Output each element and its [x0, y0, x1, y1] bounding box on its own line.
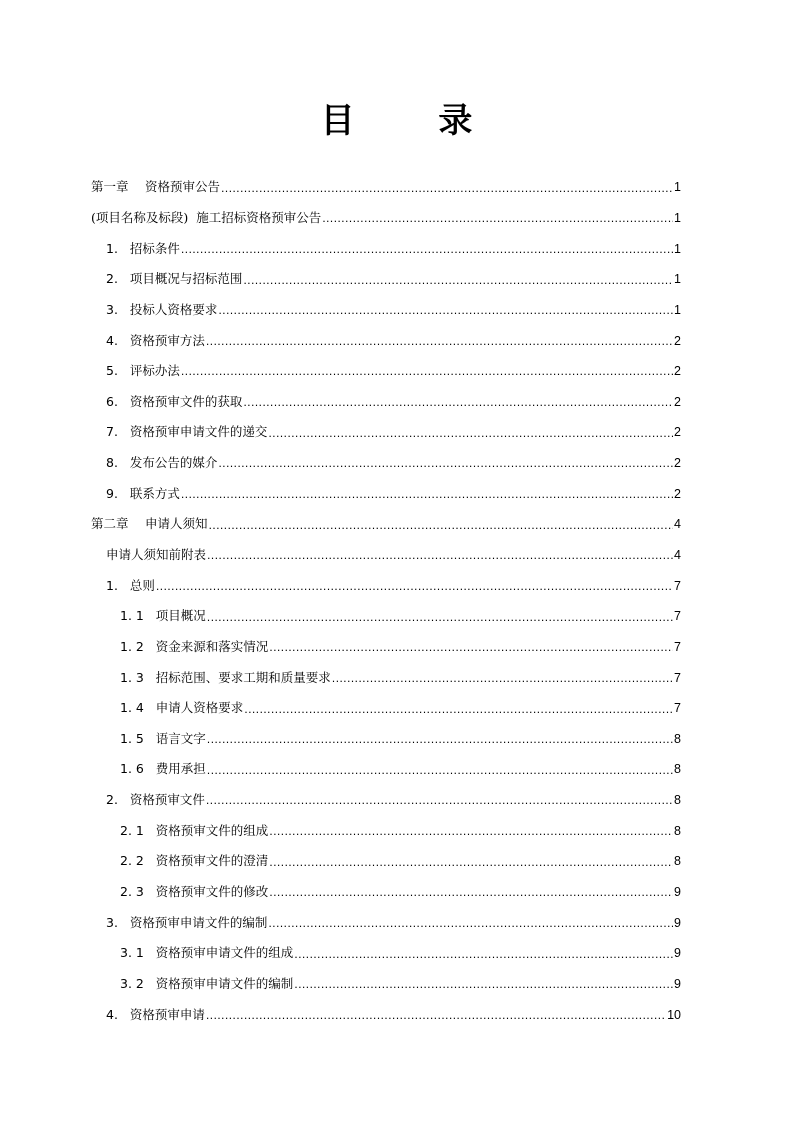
- toc-dot-leader: [218, 456, 673, 478]
- toc-entry[interactable]: [0, 938, 793, 969]
- toc-entry[interactable]: [0, 632, 793, 663]
- toc-page-number: 7: [674, 701, 681, 716]
- toc-entry[interactable]: [0, 172, 793, 203]
- toc-entry-label: 1. 招标条件: [106, 240, 180, 256]
- toc-entry-label: 2. 资格预审文件: [106, 792, 205, 808]
- page-title: 目 录: [320, 101, 509, 141]
- toc-dot-leader: [269, 885, 673, 907]
- toc-dot-leader: [268, 916, 673, 938]
- toc-dot-leader: [206, 1008, 666, 1030]
- toc-entry[interactable]: [0, 662, 793, 693]
- toc-entry[interactable]: [0, 785, 793, 816]
- toc-dot-leader: [332, 671, 673, 693]
- toc-entry-label: 6. 资格预审文件的获取: [106, 393, 243, 409]
- toc-entry-label: 4. 资格预审方法: [106, 332, 205, 348]
- toc-dot-leader: [206, 793, 673, 815]
- toc-dot-leader: [221, 181, 673, 203]
- toc-entry[interactable]: [0, 540, 793, 571]
- toc-entry[interactable]: [0, 295, 793, 326]
- toc-entry[interactable]: [0, 570, 793, 601]
- toc-page-number: 8: [674, 731, 681, 746]
- toc-dot-leader: [269, 640, 673, 662]
- toc-entry[interactable]: [0, 448, 793, 479]
- toc-entry-label: 第一章 资格预审公告: [91, 179, 220, 195]
- toc-entry[interactable]: [0, 693, 793, 724]
- toc-entry-label: 9. 联系方式: [106, 485, 180, 501]
- toc-page-number: 2: [674, 364, 681, 379]
- toc-entry[interactable]: [0, 815, 793, 846]
- toc-entry-label: 1. 1 项目概况: [120, 608, 206, 624]
- toc-dot-leader: [207, 610, 673, 632]
- toc-entry-label: 1. 5 语言文字: [120, 730, 206, 746]
- toc-entry-label: (项目名称及标段) 施工招标资格预审公告: [91, 209, 322, 225]
- toc-dot-leader: [206, 334, 673, 356]
- toc-entry-label: 3. 2 资格预审申请文件的编制: [120, 975, 294, 991]
- toc-entry-label: 3. 1 资格预审申请文件的组成: [120, 945, 294, 961]
- toc-page-number: 1: [674, 210, 681, 225]
- toc-entry[interactable]: [0, 907, 793, 938]
- toc-page-number: 7: [674, 670, 681, 685]
- toc-page-number: 8: [674, 793, 681, 808]
- toc-page-number: 4: [674, 548, 681, 562]
- toc-page-number: 2: [674, 456, 681, 471]
- toc-entry-label: 3. 资格预审申请文件的编制: [106, 914, 268, 930]
- toc-dot-leader: [218, 303, 673, 325]
- toc-dot-leader: [208, 518, 673, 540]
- toc-entry-label: 2. 项目概况与招标范围: [106, 271, 243, 287]
- toc-entry-label: 2. 2 资格预审文件的澄清: [120, 853, 269, 869]
- toc-entry-label: 4. 资格预审申请: [106, 1006, 205, 1022]
- toc-page-number: 1: [674, 180, 681, 195]
- toc-entry-label: 3. 投标人资格要求: [106, 301, 218, 317]
- toc-entry-label: 第二章 申请人须知: [91, 516, 208, 532]
- toc-page-number: 8: [674, 854, 681, 869]
- toc-dot-leader: [269, 855, 673, 877]
- toc-entry[interactable]: [0, 417, 793, 448]
- toc-page-number: 9: [674, 885, 681, 900]
- toc-page-number: 2: [674, 425, 681, 440]
- toc-page-number: 2: [674, 486, 681, 501]
- toc-dot-leader: [207, 732, 673, 754]
- toc-entry-label: 5. 评标办法: [106, 363, 180, 379]
- toc-entry[interactable]: [0, 264, 793, 295]
- toc-dot-leader: [294, 977, 673, 999]
- toc-entry-label: 7. 资格预审申请文件的递交: [106, 424, 268, 440]
- toc-page-number: 9: [674, 915, 681, 930]
- toc-page-number: 7: [674, 639, 681, 654]
- toc-entry[interactable]: [0, 478, 793, 509]
- toc-entry[interactable]: [0, 233, 793, 264]
- toc-page-number: 9: [674, 946, 681, 961]
- toc-entry[interactable]: [0, 724, 793, 755]
- toc-entry[interactable]: [0, 999, 793, 1030]
- toc-entry-label: 1. 总则: [106, 577, 155, 593]
- toc-entry-label: 8. 发布公告的媒介: [106, 455, 218, 471]
- toc-entry[interactable]: [0, 356, 793, 387]
- toc-dot-leader: [181, 242, 673, 264]
- toc-entry[interactable]: [0, 601, 793, 632]
- toc-dot-leader: [294, 947, 673, 969]
- toc-entry[interactable]: [0, 846, 793, 877]
- toc-dot-leader: [181, 364, 673, 386]
- table-of-contents: [0, 172, 793, 1030]
- toc-page-number: 1: [674, 241, 681, 256]
- toc-entry[interactable]: [0, 325, 793, 356]
- toc-entry-label: 1. 2 资金来源和落实情况: [120, 638, 269, 654]
- toc-entry[interactable]: [0, 509, 793, 540]
- toc-dot-leader: [322, 211, 673, 233]
- toc-entry-label: 1. 4 申请人资格要求: [120, 700, 244, 716]
- toc-dot-leader: [268, 426, 673, 448]
- toc-page-number: 8: [674, 823, 681, 838]
- toc-page-number: 2: [674, 333, 681, 348]
- toc-dot-leader: [207, 548, 673, 570]
- toc-dot-leader: [243, 395, 673, 417]
- toc-entry[interactable]: [0, 969, 793, 1000]
- toc-entry-label: 2. 1 资格预审文件的组成: [120, 822, 269, 838]
- toc-entry-label: 申请人须知前附表: [106, 547, 207, 562]
- toc-page-number: 1: [674, 302, 681, 317]
- toc-entry-label: 2. 3 资格预审文件的修改: [120, 884, 269, 900]
- toc-dot-leader: [207, 763, 673, 785]
- toc-page-number: 2: [674, 394, 681, 409]
- toc-entry[interactable]: [0, 386, 793, 417]
- toc-entry[interactable]: [0, 203, 793, 234]
- toc-page-number: 7: [674, 578, 681, 593]
- toc-entry[interactable]: [0, 877, 793, 908]
- toc-page-number: 10: [667, 1007, 681, 1022]
- toc-page-number: 9: [674, 976, 681, 991]
- toc-entry-label: 1. 6 费用承担: [120, 761, 206, 777]
- toc-page-number: 7: [674, 609, 681, 624]
- toc-page-number: 8: [674, 762, 681, 777]
- toc-dot-leader: [269, 824, 673, 846]
- toc-dot-leader: [156, 579, 673, 601]
- toc-entry[interactable]: [0, 754, 793, 785]
- toc-dot-leader: [244, 702, 673, 724]
- toc-page-number: 4: [674, 517, 681, 532]
- toc-entry-label: 1. 3 招标范围、要求工期和质量要求: [120, 669, 331, 685]
- toc-dot-leader: [181, 487, 673, 509]
- toc-page-number: 1: [674, 272, 681, 287]
- toc-dot-leader: [243, 273, 673, 295]
